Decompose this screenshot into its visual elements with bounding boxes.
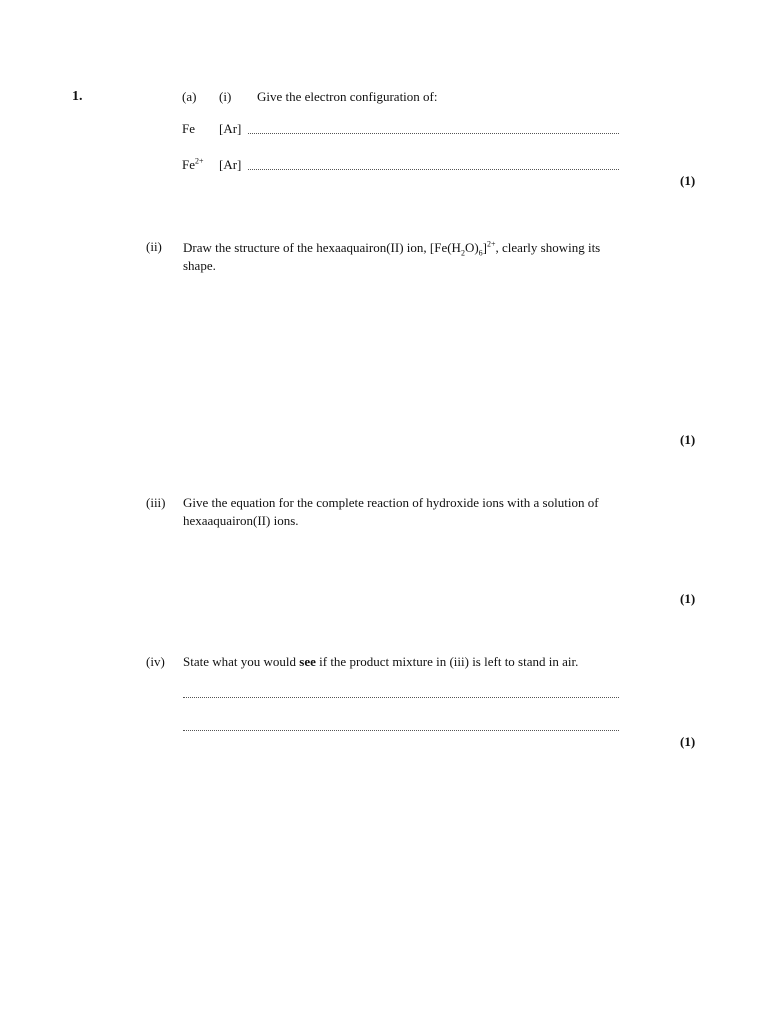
fe2-config-prefix: [Ar] xyxy=(219,157,242,172)
sub-ii-label: (ii) xyxy=(146,239,162,254)
observation-answer-line-1[interactable] xyxy=(183,697,619,698)
marks-i: (1) xyxy=(680,173,696,188)
fe-config-answer-line[interactable] xyxy=(248,133,619,134)
sub-iii-label: (iii) xyxy=(146,495,166,510)
sub-iv-label: (iv) xyxy=(146,654,165,669)
equation-answer-area[interactable] xyxy=(183,540,623,585)
marks-iii: (1) xyxy=(680,591,696,606)
marks-ii: (1) xyxy=(680,432,696,447)
sub-iv-question: State what you would see if the product mixture in (iii) is left to stand in air. xyxy=(183,654,579,669)
sub-i-label: (i) xyxy=(219,89,232,104)
fe-config-prefix: [Ar] xyxy=(219,121,242,136)
fe2-charge: 2+ xyxy=(195,156,204,166)
part-a-label: (a) xyxy=(182,89,197,104)
question-number: 1. xyxy=(72,89,83,104)
sub-i-prompt: Give the electron configuration of: xyxy=(257,89,438,104)
sub-ii-question: Draw the structure of the hexaaquairon(II) ion, $[Fe(H_2O)_6]^{2+}$, clearly showing its shape. xyxy=(183,239,601,273)
fe-label: Fe xyxy=(182,121,195,136)
sub-iv-emphasis: see xyxy=(299,654,316,669)
fe2-config-answer-line[interactable] xyxy=(248,169,619,170)
marks-iv: (1) xyxy=(680,734,696,749)
sub-iii-question: Give the equation for the complete reaction of hydroxide ions with a solution of hexaaquairon(II) ions. xyxy=(183,495,599,528)
observation-answer-line-2[interactable] xyxy=(183,730,619,731)
drawing-answer-area[interactable] xyxy=(183,290,623,420)
fe2-label: $Fe^{2+}$ xyxy=(182,156,204,172)
